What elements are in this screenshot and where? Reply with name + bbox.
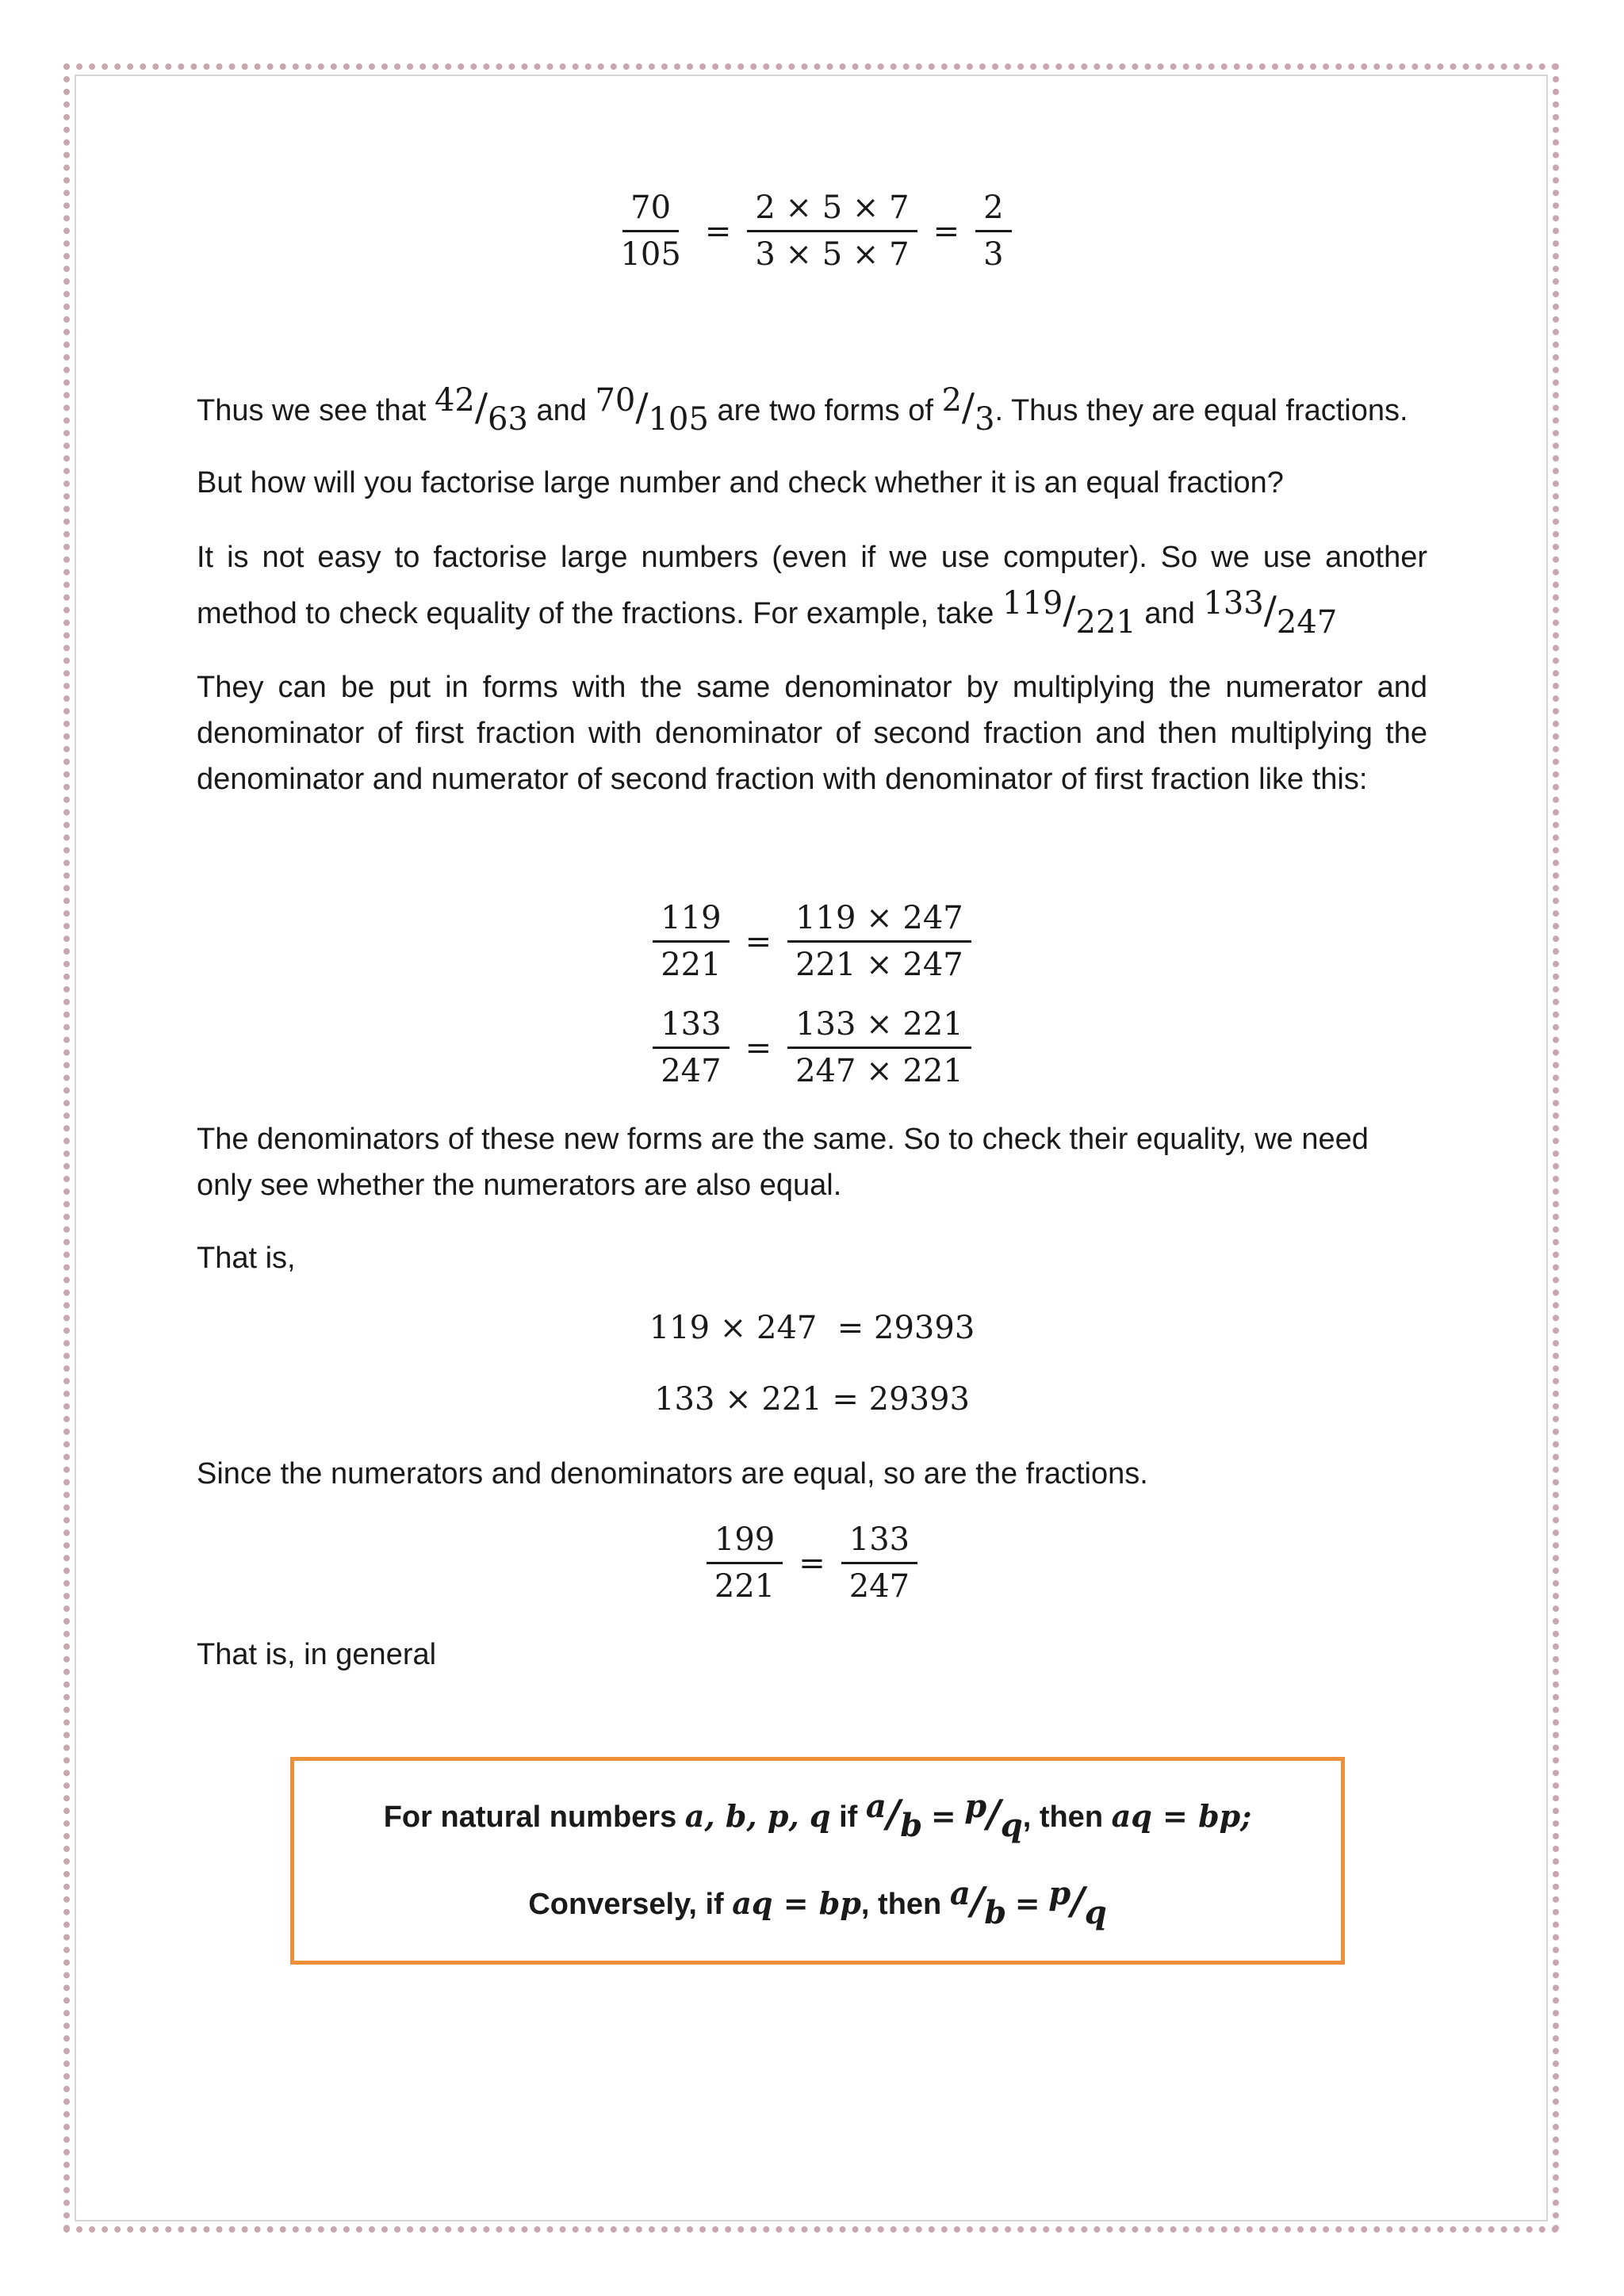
equation-199-221: $\frac{199}{221}$ = $\frac{133}{247}$ xyxy=(0,1522,1624,1604)
rule-callout-box xyxy=(290,1757,1345,1965)
callout-line-2: Conversely, if aq = bp, then $^a/_b = ^p/_q$ xyxy=(528,1875,1107,1931)
paragraph-equal-forms: Thus we see that $^{42}/_{63}$ and $^{70}/_{105}$ are two forms of $^2/_3$. Thus they are equal fractions. xyxy=(197,382,1408,438)
inline-fraction: $^p/_q$ xyxy=(1048,1875,1107,1931)
callout-line-1: For natural numbers a, b, p, q if $^a/_b = ^p/_q$, then aq = bp; xyxy=(383,1788,1252,1844)
inline-fraction: $^p/_q$ xyxy=(964,1788,1023,1844)
inline-fraction: $^a/_b$ xyxy=(949,1875,1007,1931)
inline-fraction: $^{133}/_{247}$ xyxy=(1203,585,1338,641)
fraction: $\frac{70}{105}$ xyxy=(620,189,681,273)
inline-fraction: $^a/_b$ xyxy=(865,1788,923,1844)
fraction: $\frac{199}{221}$ xyxy=(707,1522,783,1604)
fraction: $\frac{2 \times 5 \times 7}{3 \times 5 \times 7}$ xyxy=(747,190,917,272)
fraction: $\frac{119 \times 247}{221 \times 247}$ xyxy=(787,901,971,982)
equation-product-2: 133 × 221 = 29393 xyxy=(654,1381,970,1418)
paragraph-in-general: That is, in general xyxy=(197,1638,437,1671)
fraction: $\frac{133}{247}$ xyxy=(841,1522,917,1604)
equation-product-1: 119 × 247 = 29393 xyxy=(649,1310,975,1346)
equation-119-221: $\frac{119}{221}$ = $\frac{119 \times 247}{221 \times 247}$ xyxy=(0,901,1624,982)
inline-fraction: $^{70}/_{105}$ xyxy=(595,382,709,438)
paragraph-question: But how will you factorise large number and check whether it is an equal fraction? xyxy=(197,466,1284,499)
inline-fraction: $^{119}/_{221}$ xyxy=(1002,585,1136,641)
fraction: $\frac{133 \times 221}{247 \times 221}$ xyxy=(787,1007,971,1089)
fraction: $\frac{2}{3}$ xyxy=(975,190,1011,272)
paragraph-same-denominator: They can be put in forms with the same denominator by multiplying the numerator and denominator of first fraction with denominator of second fraction and then multiplying the denominator and numerator of second fraction with denominator of first fraction like this: xyxy=(197,671,1427,796)
inline-fraction: $^2/_3$ xyxy=(941,382,995,438)
paragraph-numerators: The denominators of these new forms are the same. So to check their equality, we need only see whether the numerators are also equal. xyxy=(197,1123,1369,1202)
paragraph-that-is: That is, xyxy=(197,1242,296,1275)
paragraph-since: Since the numerators and denominators are equal, so are the fractions. xyxy=(197,1457,1148,1490)
fraction: $\frac{133}{247}$ xyxy=(653,1007,729,1089)
inline-fraction: $^{42}/_{63}$ xyxy=(434,382,528,438)
paragraph-method: It is not easy to factorise large numbers (even if we use computer). So we use another method to check equality of the fractions. For example, take $^{119}/_{221}$ and $^{133}/_{247}$ xyxy=(197,541,1427,641)
equation-70-105: $\frac{70}{105}$ = $\frac{2 \times 5 \times 7}{3 \times 5 \times 7}$ = $\frac{2}{3}$ xyxy=(0,190,1624,272)
fraction: $\frac{119}{221}$ xyxy=(653,901,729,982)
equation-133-247: $\frac{133}{247}$ = $\frac{133 \times 221}{247 \times 221}$ xyxy=(0,1007,1624,1089)
